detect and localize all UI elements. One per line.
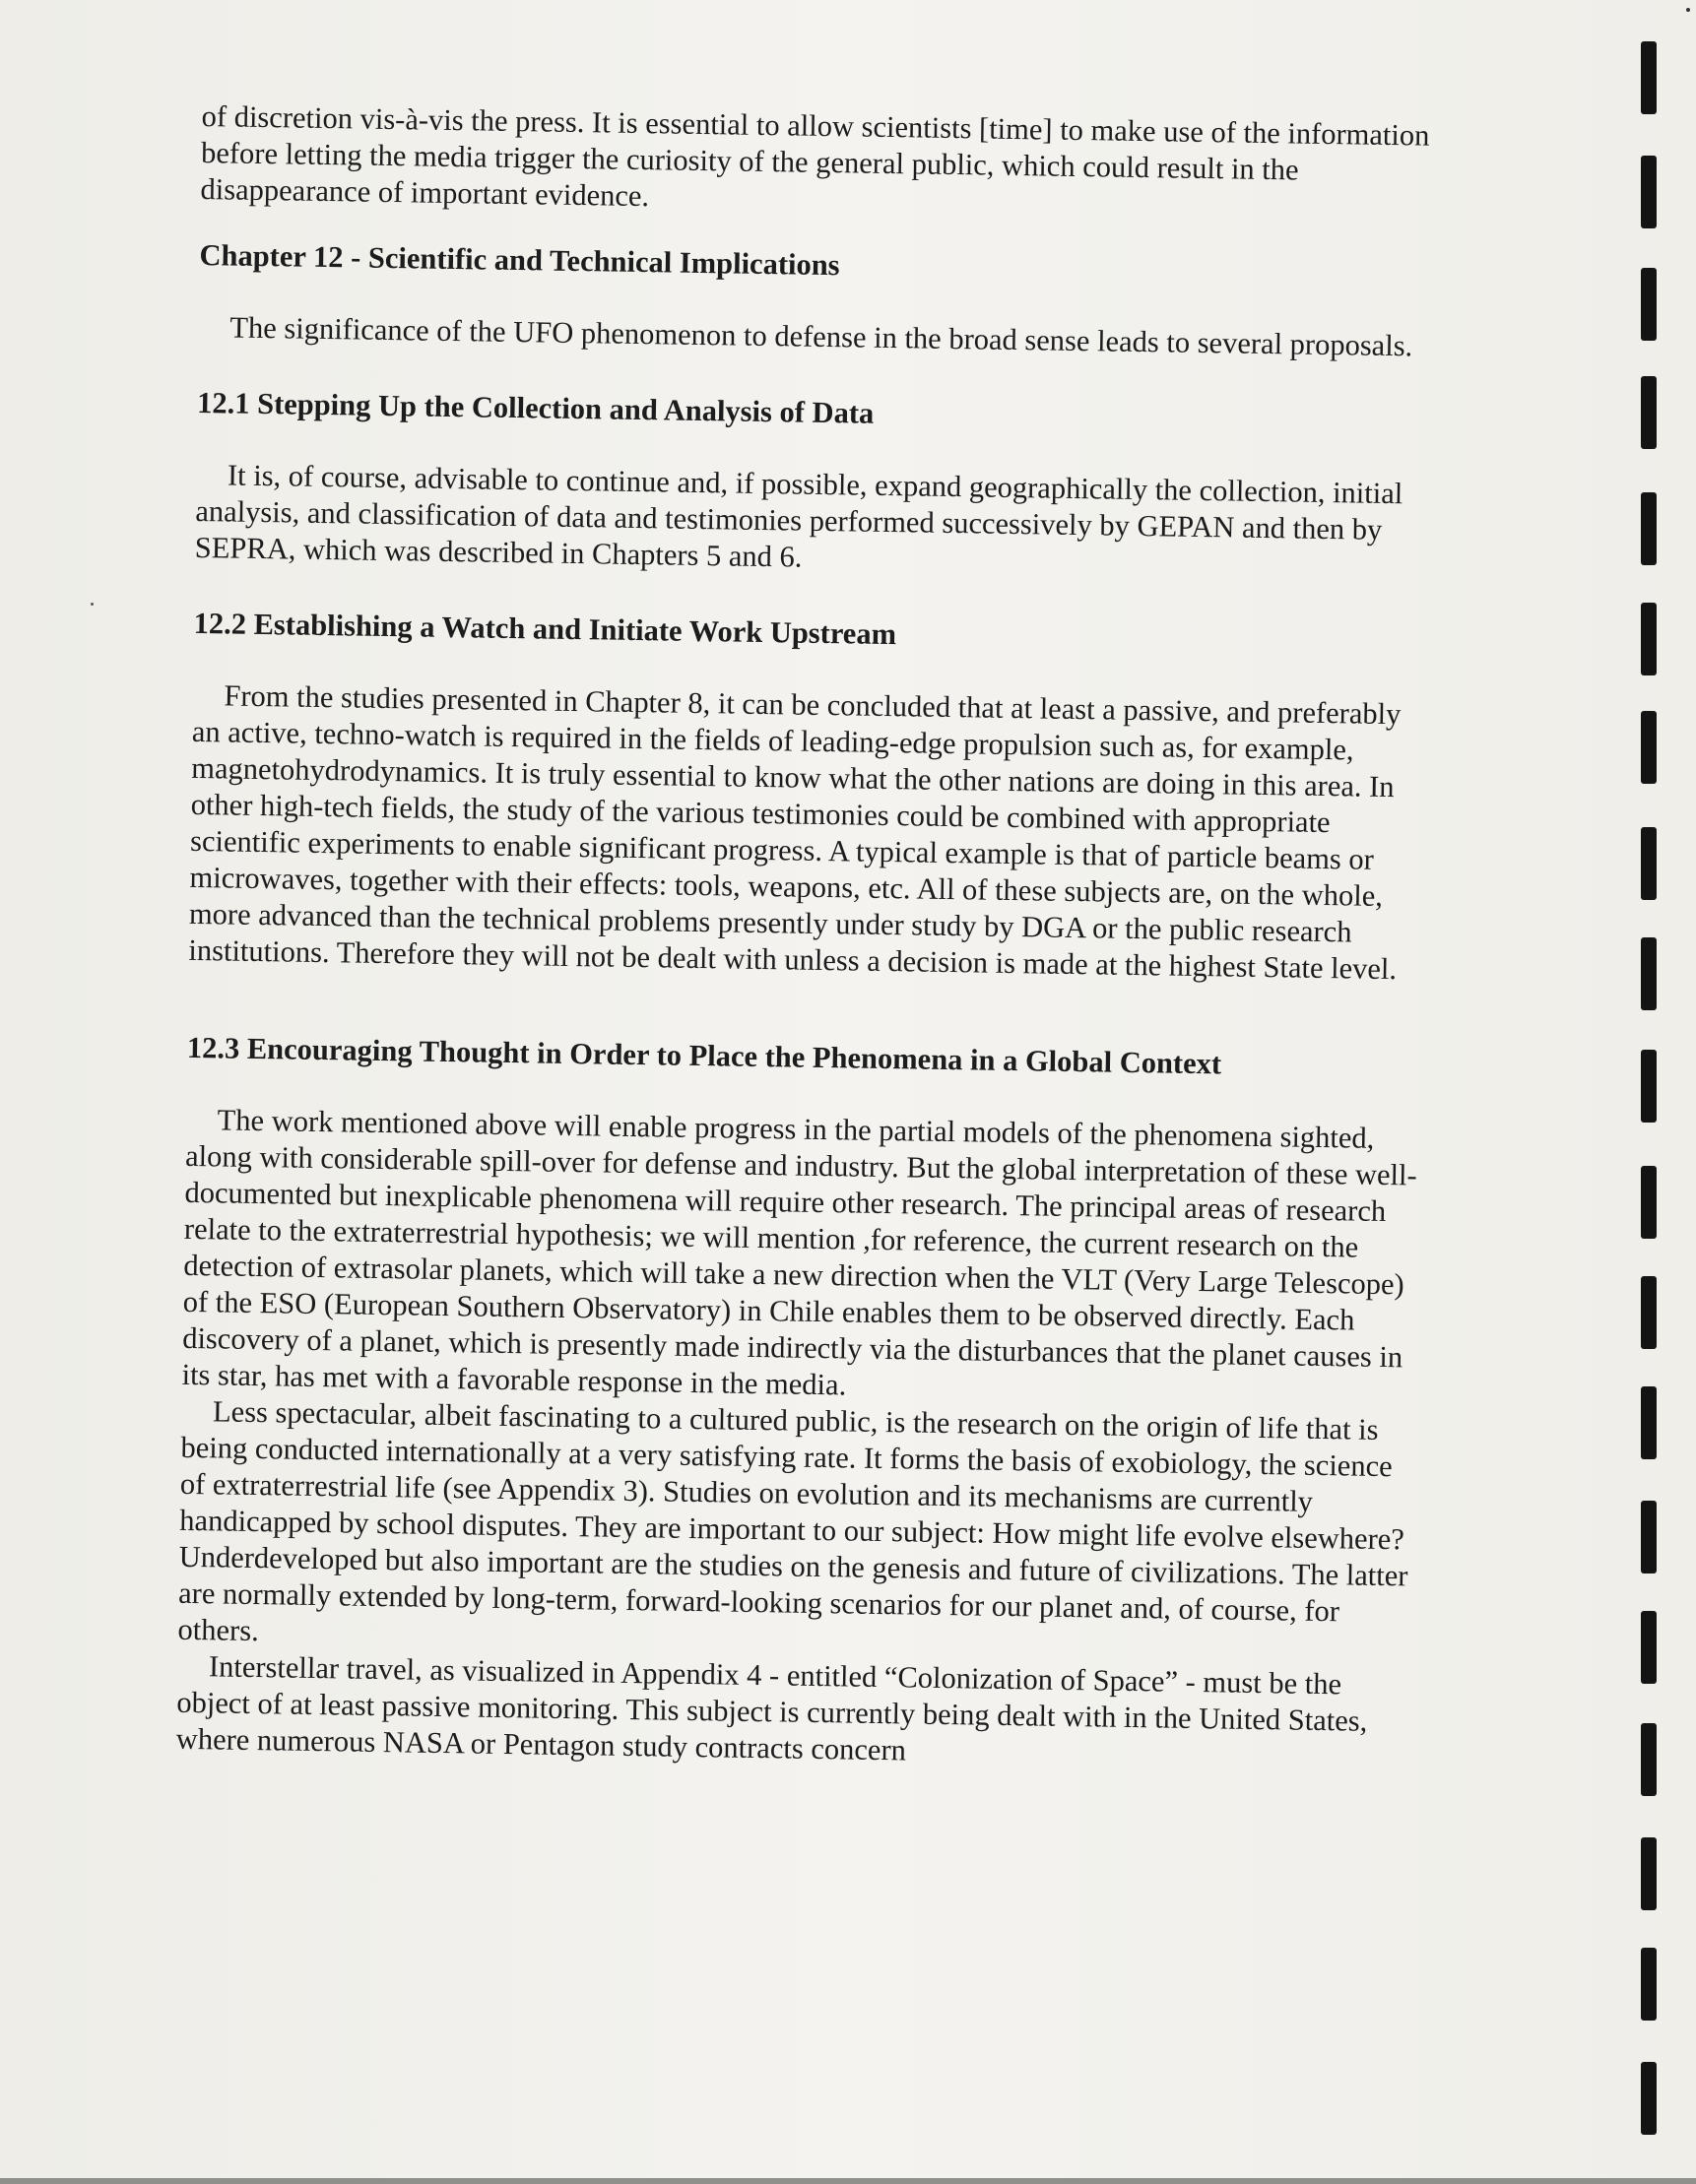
chapter-heading: Chapter 12 - Scientific and Technical Implications: [199, 237, 840, 283]
section-heading-12-3: 12.3 Encouraging Thought in Order to Place the Phenomena in a Global Context: [186, 1030, 1222, 1081]
binding-tab: [1641, 2062, 1657, 2135]
binding-tab: [1641, 41, 1657, 114]
binding-tab: [1641, 376, 1657, 449]
binding-tab: [1641, 603, 1657, 675]
binding-tab: [1641, 827, 1657, 900]
binding-tab: [1641, 156, 1657, 228]
page-bottom-edge: [0, 2178, 1696, 2184]
binding-tab: [1641, 1386, 1657, 1459]
binding-tab: [1641, 1166, 1657, 1239]
section-paragraph: Less spectacular, albeit fascinating to a cultured public, is the research on the origin of life that is being conducted internationally at a very satisfying rate. It forms the basis of exobiology, the science of extraterrestrial life (see Appendix 3). Studies on evolution and its mechanisms are currently handicapped by school disputes. They are important to our subject: How might life evolve elsewhere? Underdeveloped but also important are the studies on the genesis and future of civilizations. The latter are normally extended by long-term, forward-looking scenarios for our planet and, of course, for others.: [177, 1394, 1408, 1648]
scan-speck: [91, 603, 94, 606]
binding-tab: [1641, 711, 1657, 784]
section-heading-12-2: 12.2 Establishing a Watch and Initiate Work Upstream: [193, 606, 897, 652]
binding-tab: [1641, 1501, 1657, 1574]
binding-tab: [1641, 1050, 1657, 1123]
binding-tab: [1641, 1276, 1657, 1349]
binding-tab: [1641, 1948, 1657, 2021]
scan-speck: [1686, 8, 1690, 12]
binding-tab: [1641, 492, 1657, 565]
document-body: [176, 98, 1443, 1777]
binding-tab: [1641, 937, 1657, 1010]
binding-tab: [1641, 1611, 1657, 1684]
section-paragraph: It is, of course, advisable to continue and, if possible, expand geographically the collection, initial analysis, and classification of data and testimonies performed successively by GEPAN and then by SEPRA, which was described in Chapters 5 and 6.: [194, 458, 1403, 574]
section-paragraph: From the studies presented in Chapter 8, it can be concluded that at least a passive, and preferably an active, techno-watch is required in the fields of leading-edge propulsion such as, for example, magnetohydrodynamics. It is truly essential to know what the other nations are doing in this area. In other high-tech fields, the study of the various testimonies could be combined with appropriate scientific experiments to enable significant progress. A typical example is that of particle beams or microwaves, together with their effects: tools, weapons, etc. All of these subjects are, on the whole, more advanced than the technical problems presently under study by DGA or the public research institutions. Therefore they will not be dealt with unless a decision is made at the highest State level.: [188, 678, 1402, 987]
binding-tab: [1641, 268, 1657, 341]
intro-paragraph: of discretion vis-à-vis the press. It is essential to allow scientists [time] to make use of the information before letting the media trigger the curiosity of the general public, which could result in the disappearance of important evidence.: [200, 98, 1430, 214]
chapter-paragraph: The significance of the UFO phenomenon to defense in the broad sense leads to several proposals.: [229, 310, 1413, 363]
section-heading-12-1: 12.1 Stepping Up the Collection and Analysis of Data: [196, 385, 875, 430]
binding-tab: [1641, 1837, 1657, 1910]
section-paragraph: The work mentioned above will enable progress in the partial models of the phenomena sighted, along with considerable spill-over for defense and industry. But the global interpretation of these well-documented but inexplicable phenomena will require other research. The principal areas of research relate to the extraterrestrial hypothesis; we will mention ,for reference, the current research on the detection of extrasolar planets, which will take a new direction when the VLT (Very Large Telescope) of the ESO (European Southern Observatory) in Chile enables them to be observed directly. Each discovery of a planet, which is presently made indirectly via the disturbances that the planet causes in its star, has met with a favorable response in the media.: [181, 1103, 1417, 1402]
section-paragraph: Interstellar travel, as visualized in Appendix 4 - entitled “Colonization of Space” - must be the object of at least passive monitoring. This subject is currently being dealt with in the United States, where numerous NASA or Pentagon study contracts concern: [175, 1649, 1368, 1767]
binding-tab: [1641, 1723, 1657, 1796]
